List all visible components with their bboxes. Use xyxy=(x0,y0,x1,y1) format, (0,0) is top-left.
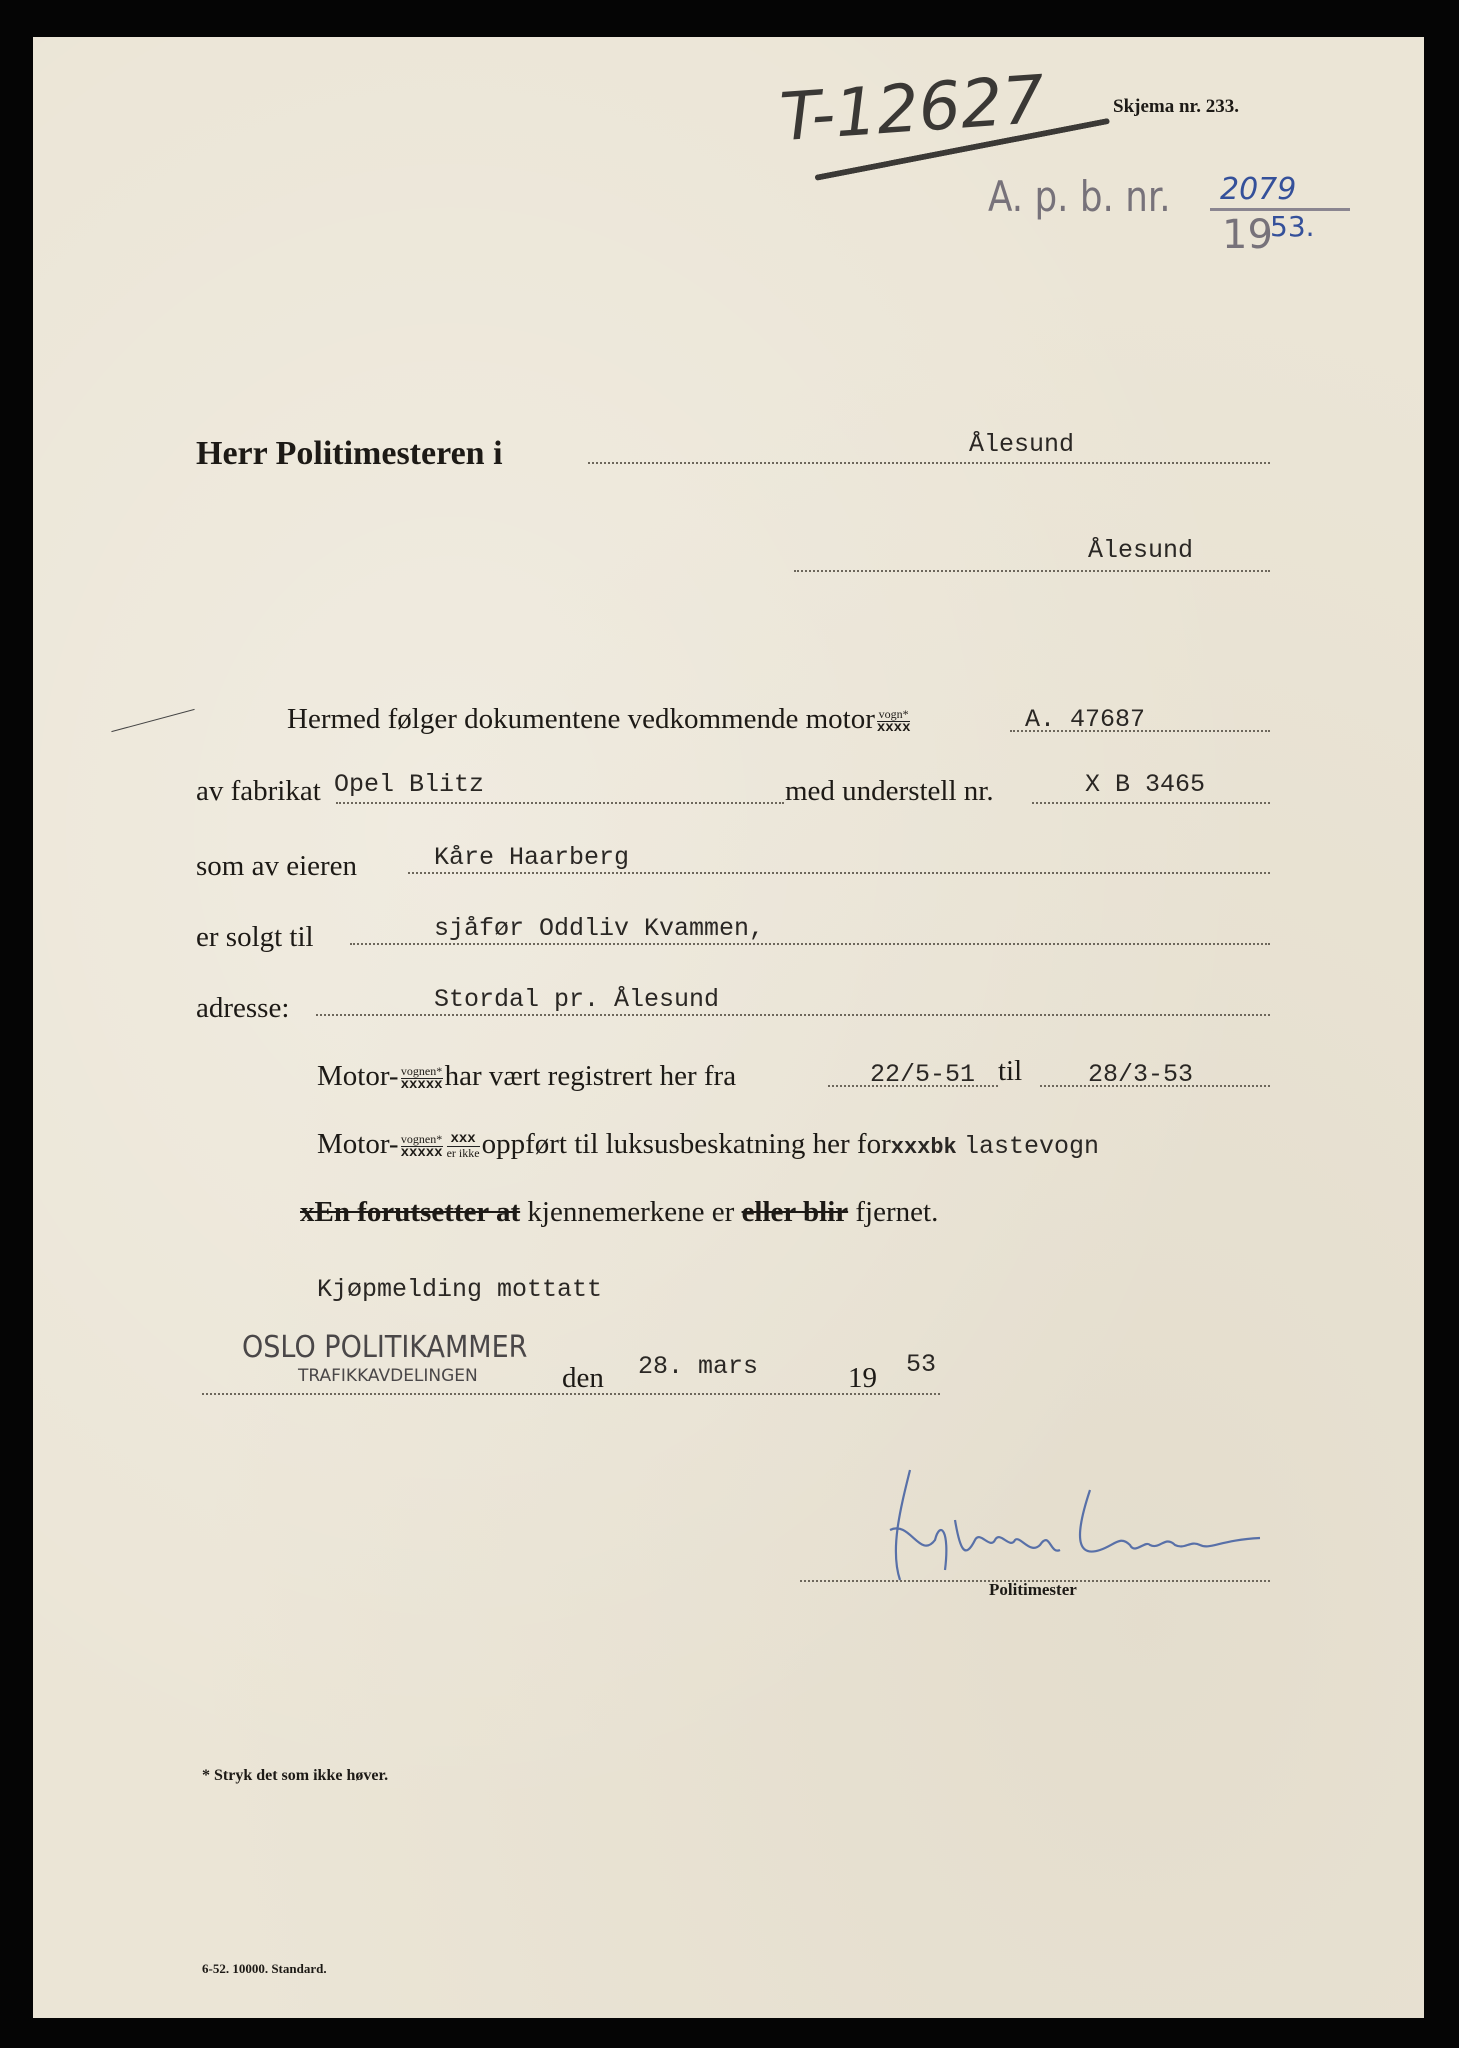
registration-number: A. 47687 xyxy=(1025,705,1146,734)
plates-label: kjennemerkene er xyxy=(527,1196,735,1228)
address-label: adresse: xyxy=(196,992,290,1024)
handwritten-case-number: T-12627 xyxy=(777,60,1048,157)
reg-label: har vært registrert her fra xyxy=(444,1060,737,1092)
buyer-line xyxy=(350,943,1270,945)
reg-fraction xyxy=(401,1065,443,1092)
address-line xyxy=(316,1014,1270,1016)
police-stamp-line2: TRAFIKKAVDELINGEN xyxy=(298,1366,478,1386)
form-number: Skjema nr. 233. xyxy=(1113,96,1239,117)
footnote: * Stryk det som ikke høver. xyxy=(202,1767,389,1784)
intro-label: Hermed følger dokumentene vedkommende motor xyxy=(287,703,875,735)
make-label: av fabrikat xyxy=(196,775,321,807)
police-stamp-line1: OSLO POLITIKAMMER xyxy=(242,1330,528,1365)
chassis-line xyxy=(1032,802,1270,804)
tax-er-fraction xyxy=(446,1130,480,1160)
stamp-year-suffix: 53. xyxy=(1270,210,1315,243)
owner-line xyxy=(408,872,1270,874)
plates-text xyxy=(300,1196,938,1229)
owner-label: som av eieren xyxy=(196,850,358,882)
frac-struck: xxxxx xyxy=(400,1076,443,1093)
frac-struck: xxxx xyxy=(876,719,911,736)
tax-fraction xyxy=(401,1133,443,1160)
document-page xyxy=(33,37,1424,2018)
chassis-value: X B 3465 xyxy=(1085,770,1206,799)
stamp-year: 19 xyxy=(1222,212,1273,258)
signature-title: Politimester xyxy=(989,1580,1077,1599)
chassis-label: med understell nr. xyxy=(785,775,994,807)
reg-from: 22/5-51 xyxy=(870,1060,976,1089)
frac-top: vognen* xyxy=(400,1131,443,1146)
tax-label: oppført til luksusbeskatning her for xyxy=(481,1128,891,1160)
print-info: 6-52. 10000. Standard. xyxy=(202,1961,327,1976)
frac-top: vogn* xyxy=(878,706,909,721)
year-suffix: 53 xyxy=(906,1350,937,1379)
addressee-label: Herr Politimesteren i xyxy=(196,435,503,472)
stamp-number: 2079 xyxy=(1220,172,1297,207)
tax-text xyxy=(317,1128,1099,1161)
intro-text xyxy=(287,703,912,736)
make-line xyxy=(336,802,784,804)
addressee-line-2 xyxy=(794,570,1270,572)
tax-vehicle-type: lastevogn xyxy=(964,1132,1100,1161)
addressee-city-2: Ålesund xyxy=(1088,536,1194,565)
address-value: Stordal pr. Ålesund xyxy=(434,985,720,1014)
signature xyxy=(880,1460,1280,1590)
frac-struck: xxxxx xyxy=(400,1144,443,1161)
purchase-note: Kjøpmelding mottatt xyxy=(317,1275,603,1304)
date-value: 28. mars xyxy=(638,1352,759,1381)
motor-label: Motor- xyxy=(317,1060,399,1092)
buyer-value: sjåfør Oddliv Kvammen, xyxy=(434,914,765,943)
date-label: den xyxy=(562,1362,604,1394)
registration-period-text xyxy=(317,1060,736,1093)
plates-struck: xEn forutsetter at xyxy=(300,1196,521,1228)
intro-fraction xyxy=(877,708,911,735)
owner-value: Kåre Haarberg xyxy=(434,843,630,872)
reg-until-label: til xyxy=(998,1055,1023,1087)
frac-top: vognen* xyxy=(400,1063,443,1078)
make-value: Opel Blitz xyxy=(334,770,485,799)
stamp-label: A. p. b. nr. xyxy=(988,172,1171,221)
frac-bottom: er ikke xyxy=(446,1145,480,1160)
plates-struck-2: eller blir xyxy=(741,1196,849,1228)
frac-struck: xxx xyxy=(447,1133,480,1147)
reg-until: 28/3-53 xyxy=(1088,1060,1194,1089)
tax-struck: xxxbk xyxy=(890,1135,957,1160)
motor-label: Motor- xyxy=(317,1128,399,1160)
addressee-city: Ålesund xyxy=(969,430,1075,459)
plates-end: fjernet. xyxy=(855,1196,939,1228)
buyer-label: er solgt til xyxy=(196,921,314,953)
addressee-line xyxy=(588,462,1270,464)
year-prefix: 19 xyxy=(848,1362,877,1394)
